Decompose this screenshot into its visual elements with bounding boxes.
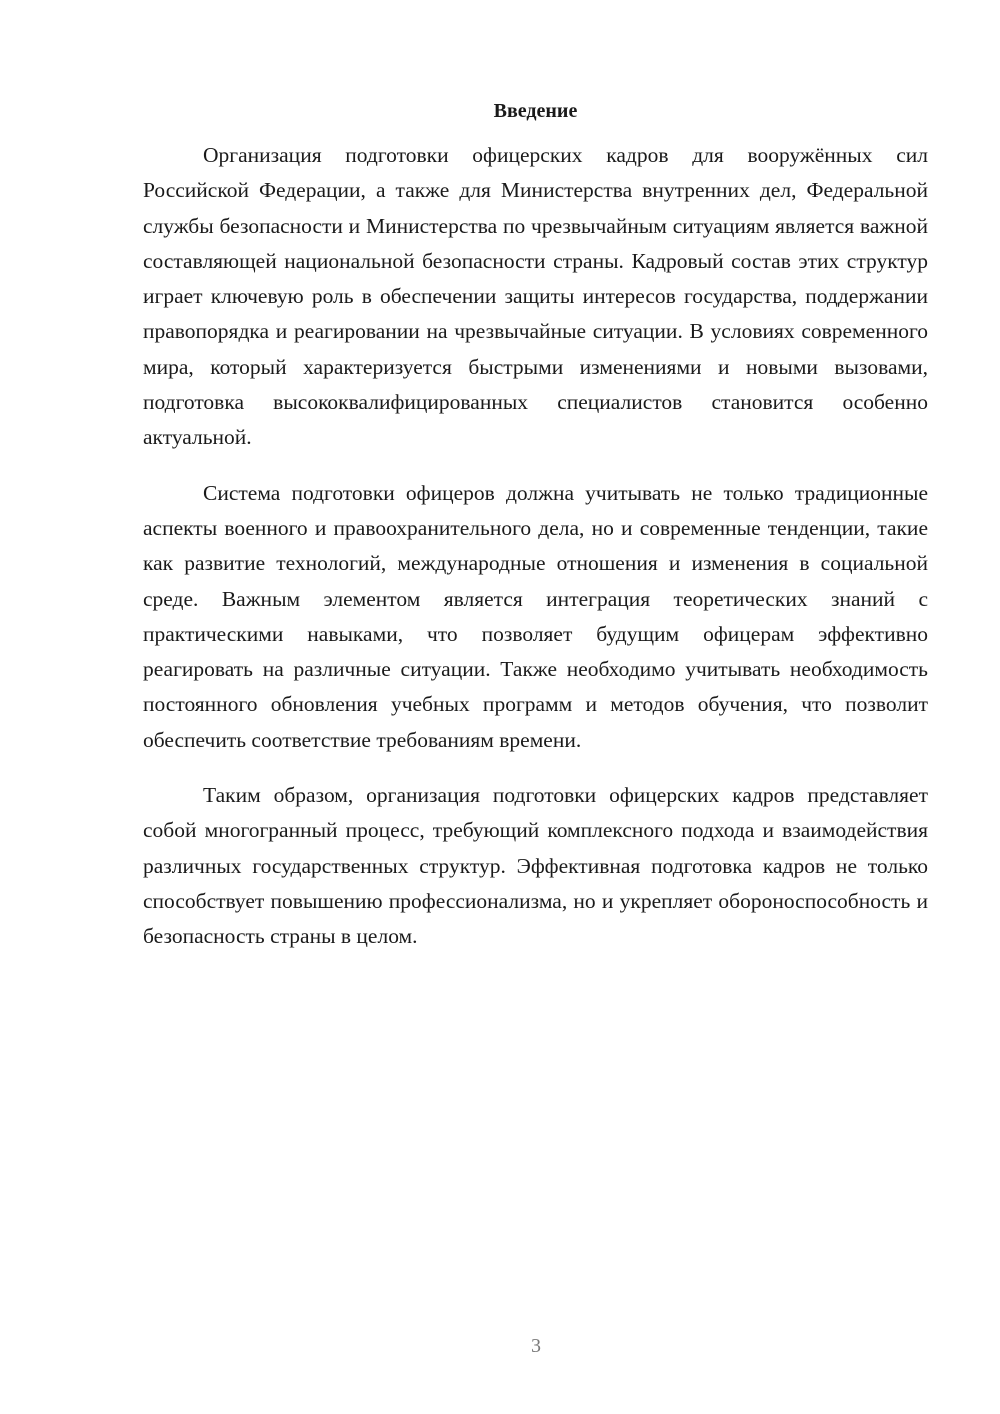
document-page [143,96,928,955]
paragraph-1: Организация подготовки офицерских кадров для вооружённых сил Российской Федерации, а также для Министерства внутренних дел, Федеральной службы безопасности и Министерства по чрезвычайным ситуациям является важной составляющей национальной безопасности страны. Кадровый состав этих структур играет ключевую роль в обеспечении защиты интересов государства, поддержании правопорядка и реагировании на чрезвычайные ситуации. В условиях современного мира, который характеризуется быстрыми изменениями и новыми вызовами, подготовка высококвалифицированных специалистов становится особенно актуальной. [143,143,928,450]
paragraph-2: Система подготовки офицеров должна учитывать не только традиционные аспекты военного и правоохранительного дела, но и современные тенденции, такие как развитие технологий, международные отношения и изменения в социальной среде. Важным элементом является интеграция теоретических знаний с практическими навыками, что позволяет будущим офицерам эффективно реагировать на различные ситуации. Также необходимо учитывать необходимость постоянного обновления учебных программ и методов обучения, что позволит обеспечить соответствие требованиям времени. [143,480,928,752]
paragraph-3: Таким образом, организация подготовки офицерских кадров представляет собой многогранный процесс, требующий комплексного подхода и взаимодействия различных государственных структур. Эффективная подготовка кадров не только способствует повышению профессионализма, но и укрепляет обороноспособность и безопасность страны в целом. [143,783,928,949]
page-number: 3 [531,1335,541,1357]
section-heading: Введение [493,100,578,122]
